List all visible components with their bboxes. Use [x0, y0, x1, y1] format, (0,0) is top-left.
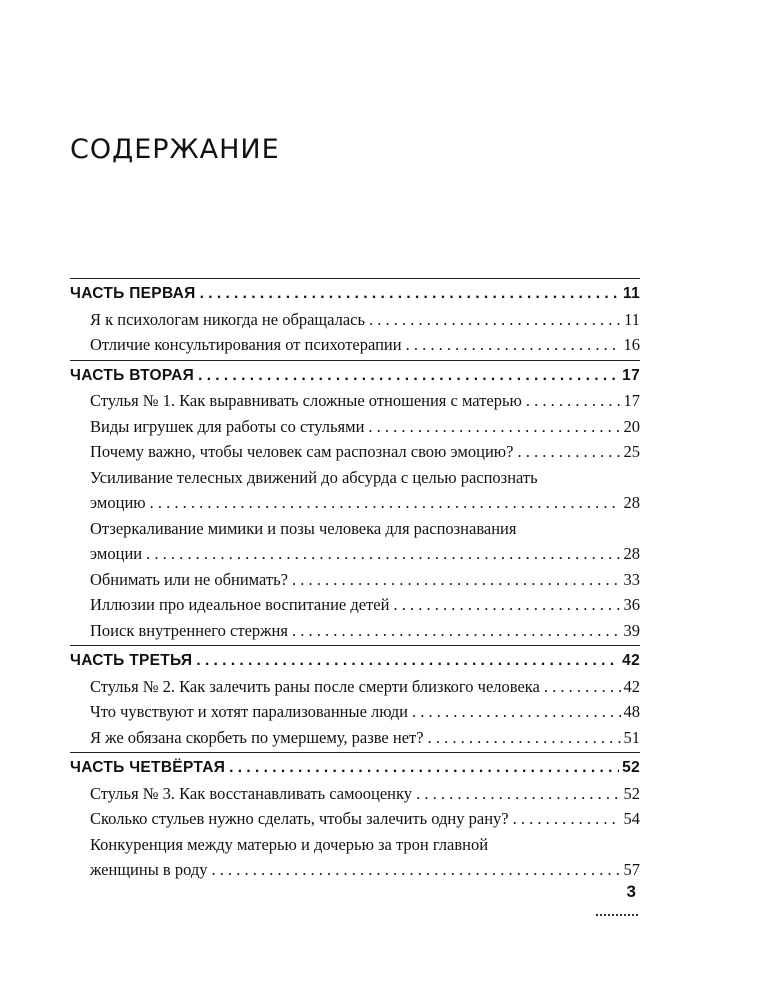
toc-leader-dots [517, 439, 620, 465]
toc-leader-dots [229, 755, 619, 781]
toc-leader-dots [292, 567, 621, 593]
toc-leader-dots [513, 806, 621, 832]
toc-leader-dots [196, 648, 619, 674]
toc-page-number: 16 [623, 335, 640, 354]
toc-leader-dots [150, 490, 621, 516]
toc-leader-dots [368, 414, 620, 440]
toc-leader-dots [369, 307, 621, 333]
toc-page-number: 36 [623, 595, 640, 614]
toc-part-label: ЧАСТЬ ПЕРВАЯ [70, 285, 196, 302]
toc-entry-title: Стулья № 2. Как залечить раны после смерти близкого человека [90, 676, 540, 696]
toc-page-number: 11 [623, 285, 640, 302]
toc-entry[interactable] [70, 674, 640, 700]
toc-entry[interactable] [70, 516, 640, 567]
toc-entry[interactable] [70, 618, 640, 644]
toc-page-number: 25 [623, 442, 640, 461]
toc-entry-last-line [90, 541, 640, 567]
page-number: 3 [626, 882, 636, 901]
toc-entry[interactable] [70, 439, 640, 465]
toc-entry-title: Почему важно, чтобы человек сам распознал свою эмоцию? [90, 442, 514, 461]
toc-page-number: 28 [623, 544, 640, 563]
toc-page-number: 20 [623, 416, 640, 436]
toc-leader-dots [146, 541, 620, 567]
toc-page-number: 42 [623, 676, 640, 696]
toc-entry[interactable] [70, 592, 640, 618]
toc-entry-title: Иллюзии про идеальное воспитание детей [90, 595, 390, 614]
toc-page-number: 51 [623, 727, 640, 747]
toc-part-2[interactable] [70, 360, 640, 389]
toc-entry[interactable] [70, 332, 640, 358]
toc-entry-title: Я к психологам никогда не обращалась [90, 309, 366, 329]
toc-leader-dots [416, 781, 620, 807]
page-title: СОДЕРЖАНИЕ [70, 134, 280, 165]
toc-entry[interactable] [70, 307, 640, 333]
toc-entry[interactable] [70, 414, 640, 440]
toc-entry-title: Сколько стульев нужно сделать, чтобы залечить одну рану? [90, 809, 509, 828]
toc-entry[interactable] [70, 725, 640, 751]
toc-leader-dots [544, 674, 621, 700]
toc-entry-title-line-2: эмоцию [90, 493, 146, 512]
toc-entry-title: Стулья № 1. Как выравнивать сложные отношения с матерью [90, 391, 522, 410]
toc-leader-dots [428, 725, 621, 751]
toc-page-number: 11 [624, 309, 640, 329]
toc-entry[interactable] [70, 806, 640, 832]
toc-leader-dots [412, 699, 621, 725]
toc-part-label: ЧАСТЬ ЧЕТВЁРТАЯ [70, 759, 226, 776]
toc-page-number: 54 [623, 809, 640, 828]
page-number-dots [596, 908, 638, 916]
toc-page-number: 48 [623, 702, 640, 721]
toc-leader-dots [200, 281, 620, 307]
toc-entry-title: Обнимать или не обнимать? [90, 569, 288, 589]
toc-entry-last-line [90, 857, 640, 883]
toc-entry-title: Поиск внутреннего стержня [90, 620, 288, 640]
toc-entry-title: Я же обязана скорбеть по умершему, разве нет? [90, 727, 424, 747]
toc-entry[interactable] [70, 781, 640, 807]
toc-entry-title-line-1: Конкуренция между матерью и дочерью за трон главной [90, 834, 489, 854]
toc-leader-dots [212, 857, 621, 883]
toc-page-number: 42 [622, 652, 640, 669]
toc-entry-last-line [90, 490, 640, 516]
toc-page-number: 17 [622, 366, 640, 384]
toc-entry[interactable] [70, 465, 640, 516]
toc-page-number: 52 [622, 759, 640, 776]
toc-entry-title: Что чувствуют и хотят парализованные люди [90, 702, 408, 721]
toc-part-3[interactable] [70, 645, 640, 674]
toc-part-1[interactable] [70, 278, 640, 307]
toc-entry[interactable] [70, 388, 640, 414]
toc-page-number: 28 [623, 493, 640, 512]
toc-part-label: ЧАСТЬ ТРЕТЬЯ [70, 652, 193, 669]
toc-page-number: 57 [623, 860, 640, 879]
toc-entry-title-line-2: женщины в роду [90, 860, 208, 879]
toc-entry-title: Виды игрушек для работы со стульями [90, 416, 365, 436]
toc-leader-dots [292, 618, 621, 644]
toc-leader-dots [393, 592, 620, 618]
toc-leader-dots [526, 388, 621, 414]
toc-entry[interactable] [70, 832, 640, 883]
toc-page-number: 17 [623, 391, 640, 410]
toc-entry[interactable] [70, 567, 640, 593]
toc-entry-title-line-1: Отзеркаливание мимики и позы человека для распознавания [90, 518, 517, 538]
table-of-contents [70, 278, 640, 883]
toc-part-label: ЧАСТЬ ВТОРАЯ [70, 366, 195, 384]
toc-entry-title-line-1: Усиливание телесных движений до абсурда с целью распознать [90, 467, 538, 487]
toc-part-4[interactable] [70, 752, 640, 781]
toc-page-number: 52 [623, 783, 640, 803]
toc-leader-dots [406, 332, 621, 358]
toc-entry-title-line-2: эмоции [90, 544, 143, 563]
toc-entry-title: Отличие консультирования от психотерапии [90, 335, 402, 354]
toc-leader-dots [198, 363, 619, 389]
toc-page-number: 33 [623, 569, 640, 589]
toc-entry[interactable] [70, 699, 640, 725]
toc-page-number: 39 [623, 620, 640, 640]
toc-entry-title: Стулья № 3. Как восстанавливать самооценку [90, 783, 413, 803]
